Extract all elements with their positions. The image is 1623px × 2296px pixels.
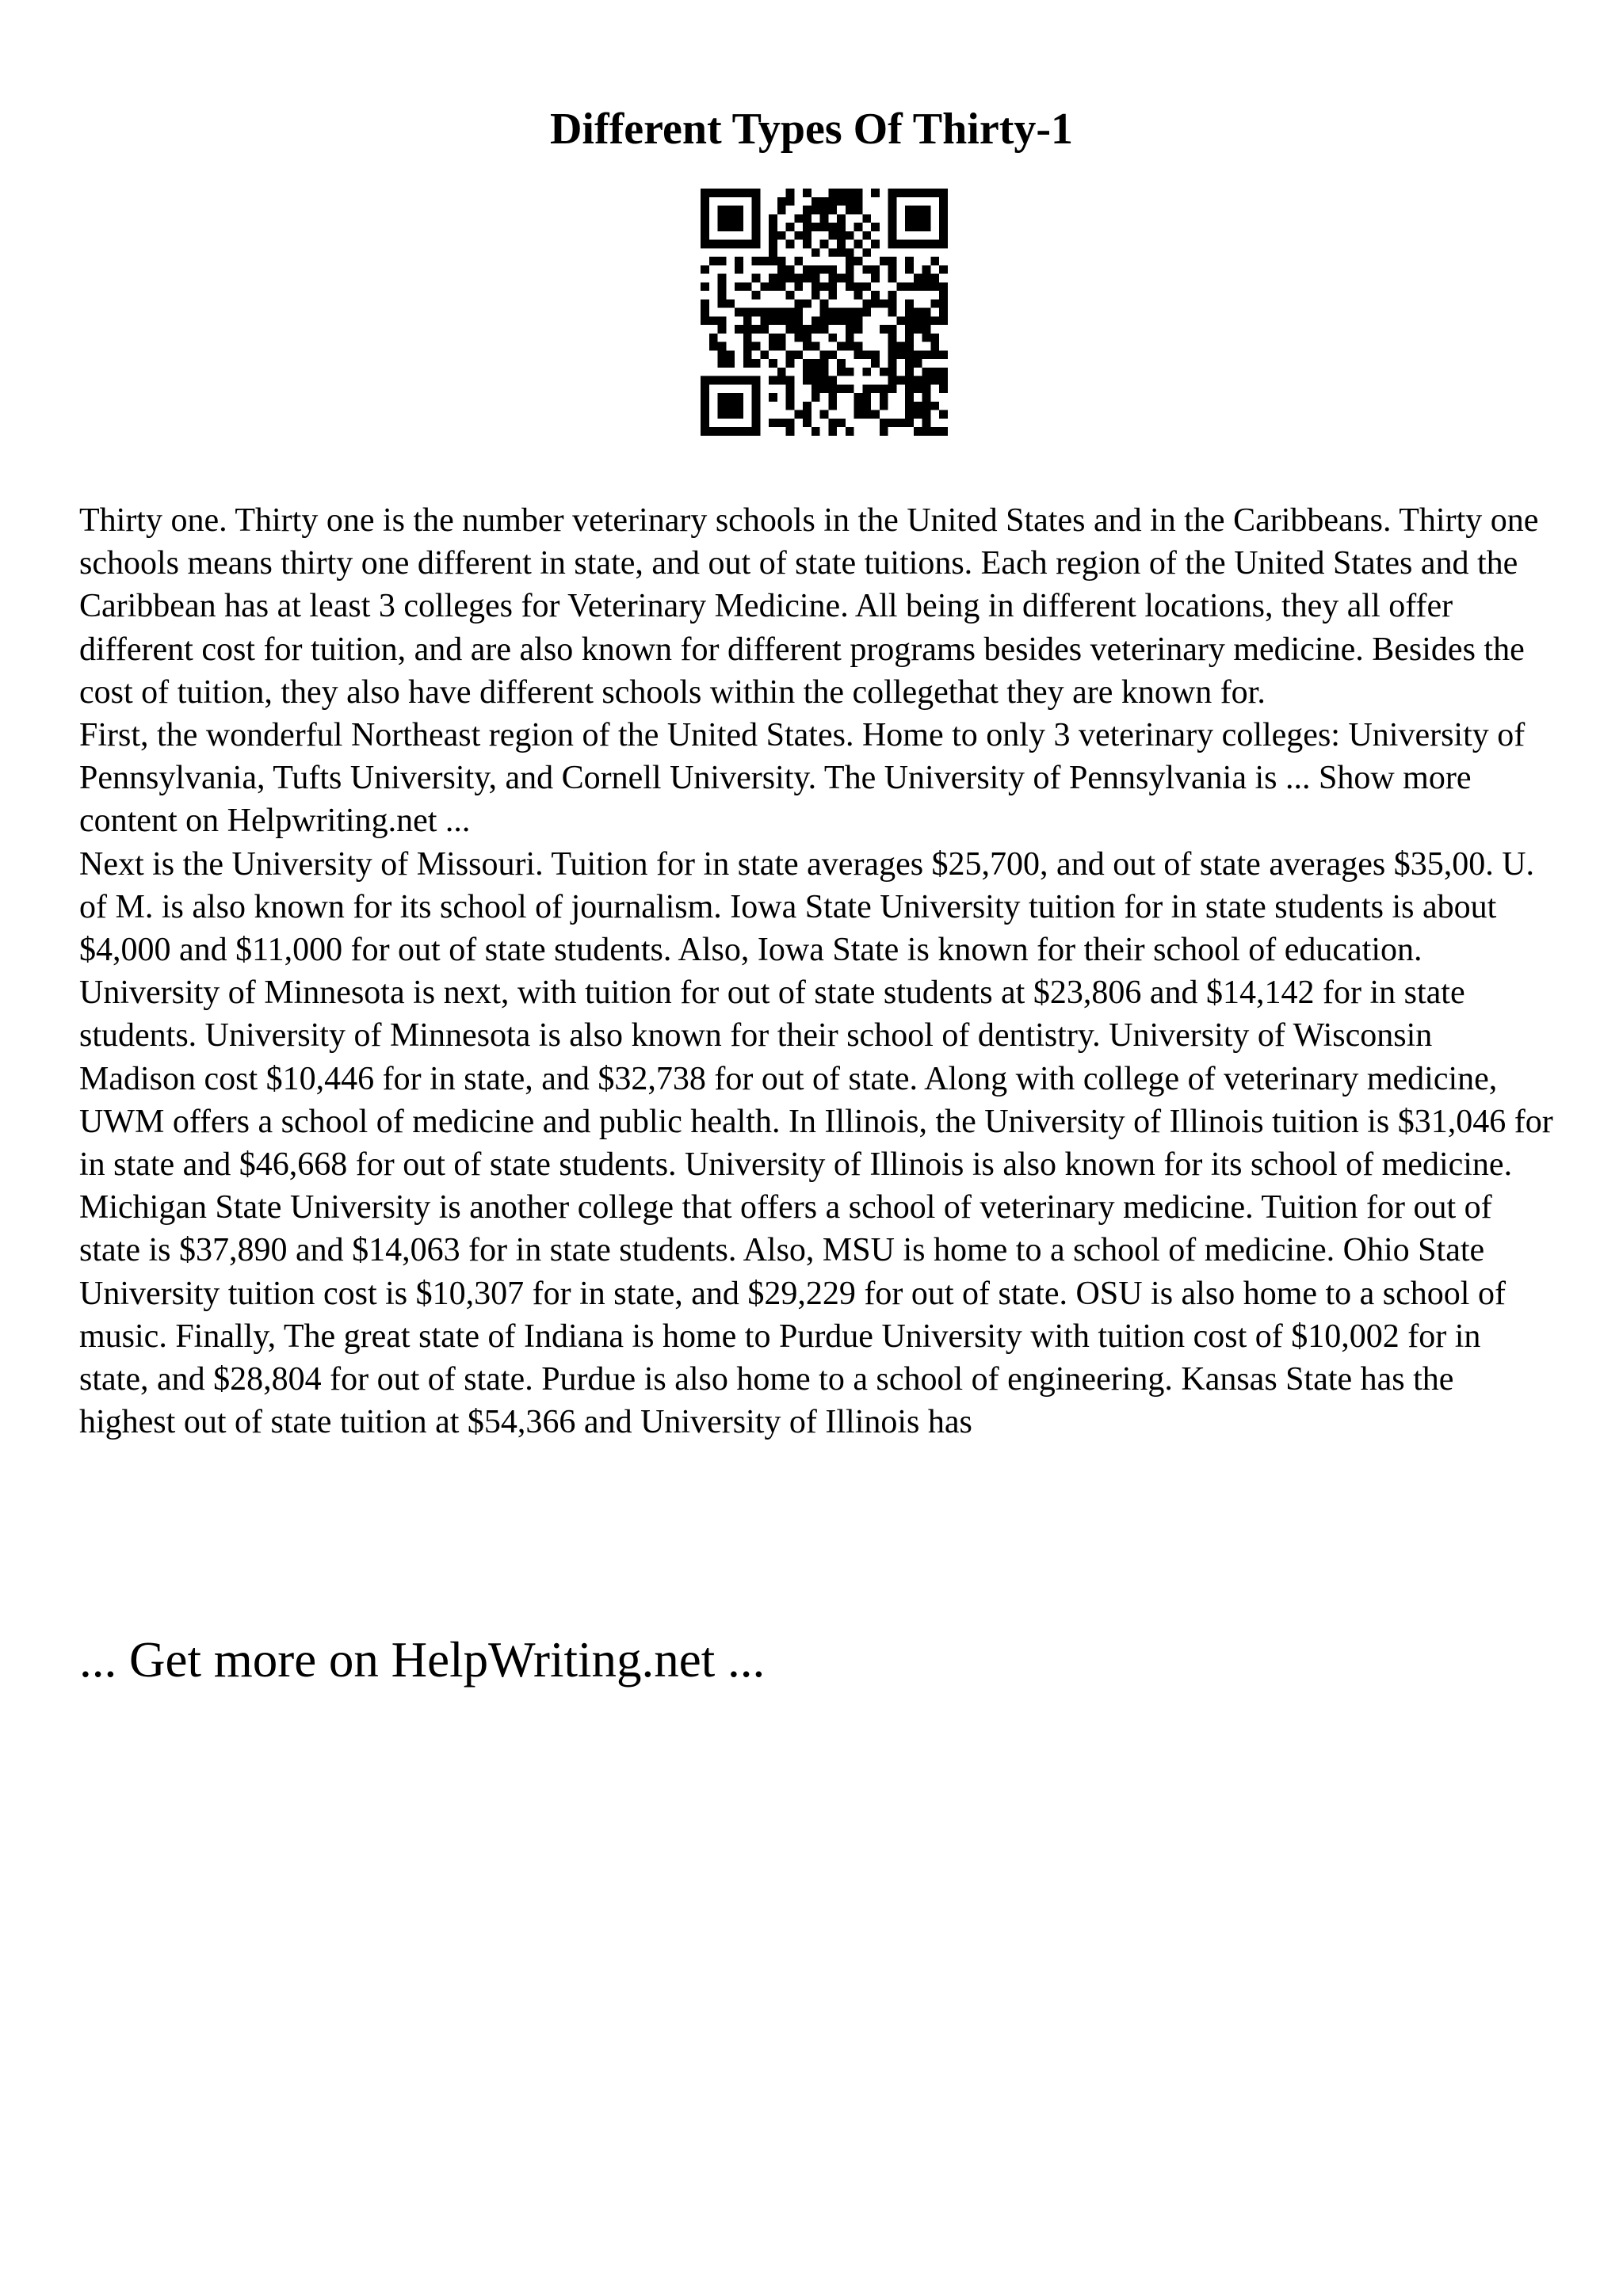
qr-code-graphic: [701, 189, 948, 436]
article-body: [79, 499, 1553, 1444]
paragraph-northeast: First, the wonderful Northeast region of the United States. Home to only 3 veterinary colleges: University of Pennsylvania, Tufts University, and Cornell University. The University of Pennsylvania is ... Show more content on Helpwriting.net ...: [79, 717, 1526, 840]
get-more-link[interactable]: ... Get more on HelpWriting.net ...: [79, 1632, 766, 1688]
paragraph-intro: Thirty one. Thirty one is the number veterinary schools in the United States and in the Caribbeans. Thirty one schools means thirty one different in state, and out of state tuitions. Each region of the United States and the Caribbean has at least 3 colleges for Veterinary Medicine. All being in different locations, they all offer different cost for tuition, and are also known for different programs besides veterinary medicine. Besides the cost of tuition, they also have different schools within the collegethat they are known for.: [79, 502, 1539, 711]
page-title: Different Types Of Thirty-1: [549, 105, 1074, 154]
paragraph-midwest: Next is the University of Missouri. Tuition for in state averages $25,700, and out of state averages $35,00. U. of M. is also known for its school of journalism. Iowa State University tuition for in state students is about $4,000 and $11,000 for out of state students. Also, Iowa State is known for their school of education. University of Minnesota is next, with tuition for out of state students at $23,806 and $14,142 for in state students. University of Minnesota is also known for their school of dentistry. University of Wisconsin Madison cost $10,446 for in state, and $32,738 for out of state. Along with college of veterinary medicine, UWM offers a school of medicine and public health. In Illinois, the University of Illinois tuition is $31,046 for in state and $46,668 for out of state students. University of Illinois is also known for its school of medicine. Michigan State University is another college that offers a school of veterinary medicine. Tuition for out of state is $37,890 and $14,063 for in state students. Also, MSU is home to a school of medicine. Ohio State University tuition cost is $10,307 for in state, and $29,229 for out of state. OSU is also home to a school of music. Finally, The great state of Indiana is home to Purdue University with tuition cost of $10,002 for in state, and $28,804 for out of state. Purdue is also home to a school of engineering. Kansas State has the highest out of state tuition at $54,366 and University of Illinois has: [79, 845, 1553, 1441]
qr-code-icon: [701, 189, 948, 436]
